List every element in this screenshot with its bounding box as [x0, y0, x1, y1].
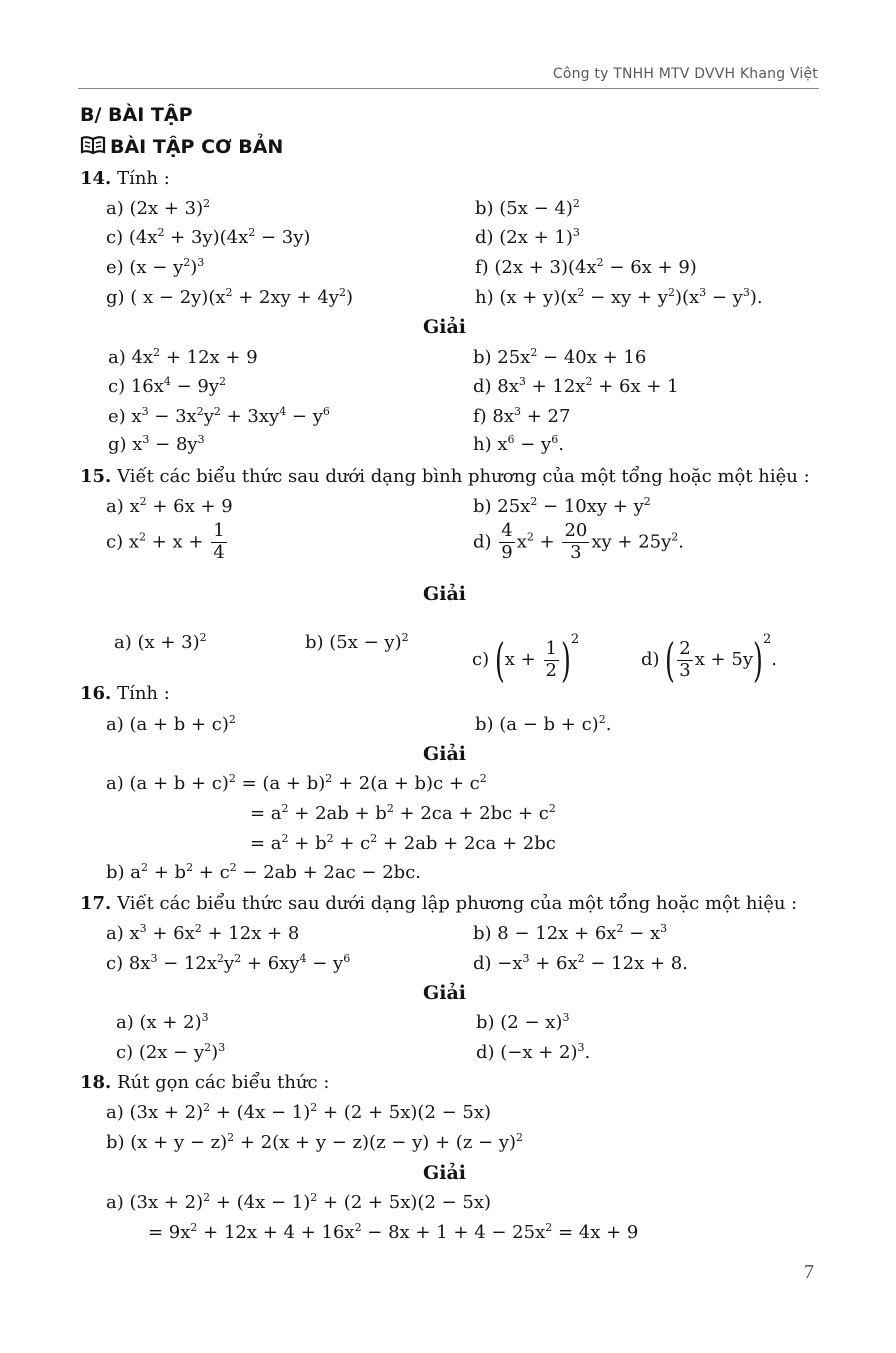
exponent: 2: [234, 952, 242, 965]
math-text: = (a + b): [235, 773, 326, 794]
math-text: 2: [545, 659, 557, 681]
math-text: + 6x + 9: [146, 496, 233, 517]
p15-item-c: [106, 522, 229, 563]
math-text: b) 8 − 12x + 6x: [473, 923, 617, 944]
math-text: 4: [501, 520, 513, 541]
exponent: 2: [186, 861, 194, 874]
problem-number: 14.: [80, 168, 112, 189]
exponent: 2: [310, 1191, 318, 1204]
math-text: c): [472, 649, 490, 670]
exponent: 2: [228, 772, 236, 785]
exponent: 3: [577, 1041, 585, 1054]
exponent: 2: [225, 286, 233, 299]
p14-item-f: [475, 257, 697, 278]
p15-item-a: [106, 496, 233, 517]
math-text: a) x: [106, 496, 140, 517]
math-text: b) a: [106, 862, 141, 883]
math-text: g) x: [108, 434, 143, 455]
math-text: + (4x − 1): [210, 1102, 311, 1123]
problem-14-heading: [80, 168, 170, 189]
p14-item-d: [475, 227, 580, 248]
math-text: .: [678, 531, 684, 553]
math-text: y: [224, 953, 235, 974]
math-text: c) x: [106, 531, 139, 553]
exponent: 3: [139, 922, 147, 935]
exponent: 3: [141, 405, 149, 418]
math-text: b) (5x − 4): [475, 198, 573, 219]
math-text: + 2ca + 2bc + c: [393, 803, 549, 824]
math-text: a) x: [106, 923, 140, 944]
math-text: = a: [250, 803, 282, 824]
fraction: [562, 522, 589, 563]
exponent: 2: [310, 1101, 318, 1114]
exponent: 2: [577, 286, 585, 299]
exponent: 2: [219, 375, 227, 388]
math-text: ): [211, 1042, 219, 1063]
exponent: 3: [197, 433, 205, 446]
p14-answer-d: [473, 376, 679, 397]
exponent: 2: [203, 1101, 211, 1114]
p14-answer-e: [108, 406, 330, 427]
exponent: 2: [548, 802, 556, 815]
math-text: + 12x + 4 + 16x: [197, 1222, 355, 1243]
math-text: + (2 + 5x)(2 − 5x): [317, 1192, 492, 1213]
math-text: a) (x + 2): [116, 1012, 202, 1033]
exponent: 4: [163, 375, 171, 388]
math-text: f) 8x: [473, 406, 515, 427]
math-text: − 8x + 1 + 4 − 25x: [361, 1222, 546, 1243]
header-rule: [78, 88, 819, 89]
math-text: − 2ab + 2ac − 2bc.: [236, 862, 421, 883]
exponent: 2: [479, 772, 487, 785]
math-text: a) (a + b + c): [106, 773, 229, 794]
math-text: − 40x + 16: [537, 347, 647, 368]
exponent: 2: [526, 530, 534, 544]
exponent: 3: [518, 375, 526, 388]
exponent: 2: [229, 861, 237, 874]
math-text: a) (x + 3): [114, 632, 200, 653]
exponent: 3: [562, 1011, 570, 1024]
exponent: 2: [667, 286, 675, 299]
exponent: 2: [183, 256, 191, 269]
math-text: ).: [749, 287, 763, 308]
p14-answer-b: [473, 347, 646, 368]
math-text: c) 16x: [108, 376, 164, 397]
problem-title: Tính :: [117, 683, 170, 704]
math-text: b) 25x: [473, 347, 531, 368]
exponent: 3: [572, 226, 580, 239]
math-text: .: [558, 434, 564, 455]
exponent: 6: [507, 433, 515, 446]
math-text: + (2 + 5x)(2 − 5x): [317, 1102, 492, 1123]
math-text: a) 4x: [108, 347, 154, 368]
exponent: 2: [248, 226, 256, 239]
problem-title: Tính :: [117, 168, 170, 189]
exponent: 2: [545, 1221, 553, 1234]
p14-answer-g: [108, 434, 205, 455]
exponent: 2: [141, 861, 148, 874]
problem-16-heading: [80, 683, 170, 704]
math-text: + 12x + 8: [201, 923, 300, 944]
math-text: h) (x + y)(x: [475, 287, 578, 308]
math-text: − y: [286, 406, 323, 427]
math-text: b) (x + y − z): [106, 1132, 228, 1153]
math-text: − y: [306, 953, 344, 974]
exponent: 2: [227, 1131, 235, 1144]
p16-item-b: [475, 714, 611, 735]
section-title: B/ BÀI TẬP: [80, 104, 193, 126]
math-text: .: [584, 1042, 591, 1063]
math-text: − xy + y: [584, 287, 668, 308]
math-text: b) 25x: [473, 496, 531, 517]
exponent: 3: [660, 922, 668, 935]
math-text: + 6x: [529, 953, 578, 974]
exponent: 2: [139, 495, 147, 508]
p14-item-c: [106, 227, 310, 248]
fraction: [544, 637, 559, 681]
math-text: 2: [762, 632, 772, 647]
exponent: 2: [138, 530, 146, 544]
math-text: + 6x + 1: [592, 376, 679, 397]
exponent: 2: [217, 952, 225, 965]
math-text: c) (4x: [106, 227, 158, 248]
exponent: 3: [514, 405, 522, 418]
p14-item-e: [106, 257, 204, 278]
exponent: 6: [322, 405, 330, 418]
math-text: + 2(x + y − z)(z − y) + (z − y): [234, 1132, 517, 1153]
math-text: )(x: [674, 287, 700, 308]
p17-item-c: [106, 953, 350, 974]
math-text: + 12x: [525, 376, 586, 397]
math-text: + 12x + 9: [160, 347, 258, 368]
math-text: xy + 25y: [591, 531, 672, 553]
p15-item-d: [473, 522, 684, 563]
math-text: − 12x: [157, 953, 218, 974]
math-text: .: [605, 714, 612, 735]
exponent: 3: [142, 433, 150, 446]
problem-number: 17.: [80, 893, 112, 914]
math-text: d) −x: [473, 953, 523, 974]
math-text: e) (x − y: [106, 257, 184, 278]
math-text: + 2xy + 4y: [232, 287, 339, 308]
math-text: 2: [570, 632, 580, 647]
p18-item-a: [106, 1102, 491, 1123]
exponent: 2: [194, 922, 202, 935]
exponent: 2: [643, 495, 651, 508]
p18-item-b: [106, 1132, 523, 1153]
problem-number: 15.: [80, 466, 112, 487]
math-text: − 3y): [255, 227, 311, 248]
math-text: b) (a − b + c): [475, 714, 599, 735]
exponent: 2: [577, 952, 585, 965]
exponent: 2: [190, 1221, 198, 1234]
exponent: 2: [572, 197, 580, 210]
math-text: 2: [679, 637, 691, 659]
math-text: = 4x + 9: [552, 1222, 639, 1243]
math-text: a) (3x + 2): [106, 1102, 204, 1123]
math-text: c) (2x − y: [116, 1042, 205, 1063]
exponent: 2: [153, 346, 161, 359]
math-text: − 10xy + y: [537, 496, 644, 517]
math-text: ): [190, 257, 198, 278]
fraction: [677, 637, 692, 681]
math-text: d) 8x: [473, 376, 519, 397]
exponent: 2: [338, 286, 346, 299]
exponent: 2: [281, 802, 289, 815]
p16-answer-b: [106, 862, 421, 883]
exponent: 2: [213, 405, 221, 418]
p14-answer-h: [473, 434, 564, 455]
math-text: + 6xy: [241, 953, 300, 974]
exponent: 6: [551, 433, 559, 446]
exponent: 2: [199, 631, 207, 644]
math-text: c) 8x: [106, 953, 151, 974]
math-text: + 6x: [146, 923, 195, 944]
math-text: + 3xy: [220, 406, 280, 427]
math-text: − 12x + 8.: [584, 953, 688, 974]
math-text: + 2ab + b: [288, 803, 387, 824]
exponent: 4: [299, 952, 307, 965]
math-text: .: [771, 649, 777, 670]
math-text: + 27: [521, 406, 571, 427]
math-text: x +: [504, 649, 536, 670]
p18-answer-a-line2: [148, 1222, 638, 1243]
math-text: b) (2 − x): [476, 1012, 563, 1033]
math-text: + c: [333, 833, 371, 854]
problem-number: 16.: [80, 683, 112, 704]
p16-item-a: [106, 714, 236, 735]
math-text: g) ( x − 2y)(x: [106, 287, 226, 308]
exponent: 2: [203, 197, 211, 210]
math-text: +: [533, 531, 555, 553]
exponent: 3: [197, 256, 205, 269]
exponent: 2: [204, 1041, 212, 1054]
math-text: 9: [501, 541, 513, 563]
math-text: d): [473, 531, 492, 553]
p17-solution-label: Giải: [423, 982, 466, 1004]
p14-item-a: [106, 198, 210, 219]
math-text: + b: [148, 862, 187, 883]
p15-answer-d: d) ( $\frac{2}{3}$ x + 5y)2.: [641, 610, 777, 690]
math-text: + 2(a + b)c + c: [332, 773, 480, 794]
p14-answer-f: [473, 406, 570, 427]
p17-item-d: [473, 953, 688, 974]
p18-solution-label: Giải: [423, 1162, 466, 1184]
math-text: + (4x − 1): [210, 1192, 311, 1213]
math-text: − 9y: [170, 376, 220, 397]
exponent: 2: [325, 772, 333, 785]
p14-solution-label: Giải: [423, 316, 466, 338]
problem-title: Rút gọn các biểu thức :: [117, 1072, 330, 1093]
math-text: − y: [514, 434, 552, 455]
exponent: 2: [203, 1191, 211, 1204]
problem-15-heading: [80, 466, 810, 487]
fraction: [499, 522, 514, 563]
exponent: 2: [157, 226, 165, 239]
exponent: 2: [326, 832, 334, 845]
math-text: − y: [706, 287, 743, 308]
math-text: b) (5x − y): [305, 632, 402, 653]
math-text: d): [641, 649, 660, 670]
problem-17-heading: [80, 893, 797, 914]
fraction: [211, 522, 226, 563]
p17-answer-c: [116, 1042, 225, 1063]
problem-number: 18.: [80, 1072, 112, 1093]
math-text: a) (2x + 3): [106, 198, 204, 219]
math-text: y: [203, 406, 214, 427]
p15-answer-b: [305, 632, 409, 653]
exponent: 3: [699, 286, 707, 299]
exponent: 2: [585, 375, 593, 388]
exponent: 2: [530, 346, 538, 359]
publisher-header: Công ty TNHH MTV DVVH Khang Việt: [552, 66, 818, 82]
p17-answer-b: [476, 1012, 569, 1033]
math-text: 3: [570, 541, 582, 563]
math-text: = a: [250, 833, 282, 854]
math-text: + b: [288, 833, 327, 854]
exponent: 3: [201, 1011, 209, 1024]
exponent: 2: [671, 530, 679, 544]
math-text: a) (3x + 2): [106, 1192, 204, 1213]
math-text: 1: [545, 637, 557, 659]
section-subtitle-text: BÀI TẬP CƠ BẢN: [110, 136, 284, 158]
problem-title: Viết các biểu thức sau dưới dạng bình phương của một tổng hoặc một hiệu :: [117, 466, 810, 487]
exponent: 2: [386, 802, 394, 815]
exponent: 2: [616, 922, 624, 935]
exponent: 2: [370, 832, 378, 845]
p14-item-b: [475, 198, 580, 219]
p15-item-b: [473, 496, 651, 517]
math-text: f) (2x + 3)(4x: [475, 257, 597, 278]
math-text: 1: [213, 520, 225, 541]
p16-answer-a-line2: [250, 803, 556, 824]
section-subtitle: [80, 135, 283, 160]
math-text: e) x: [108, 406, 142, 427]
p14-answer-c: [108, 376, 226, 397]
math-text: − x: [623, 923, 661, 944]
p17-answer-d: [476, 1042, 590, 1063]
p16-answer-a-line1: [106, 773, 487, 794]
p17-item-a: [106, 923, 299, 944]
exponent: 4: [279, 405, 287, 418]
exponent: 2: [196, 405, 204, 418]
problem-18-heading: [80, 1072, 329, 1093]
p15-answer-a: [114, 632, 207, 653]
math-text: + 2ab + 2ca + 2bc: [377, 833, 556, 854]
math-text: − 8y: [149, 434, 198, 455]
p15-solution-label: Giải: [423, 583, 466, 605]
p16-solution-label: Giải: [423, 743, 466, 765]
exponent: 2: [530, 495, 538, 508]
open-book-icon: [80, 135, 106, 160]
exponent: 3: [150, 952, 158, 965]
math-text: x: [516, 531, 527, 553]
math-text: + 3y)(4x: [164, 227, 249, 248]
exponent: 2: [281, 832, 289, 845]
math-text: d) (2x + 1): [475, 227, 573, 248]
p18-answer-a-line1: [106, 1192, 491, 1213]
math-text: h) x: [473, 434, 508, 455]
exponent: 6: [343, 952, 351, 965]
math-text: a) (a + b + c): [106, 714, 229, 735]
math-text: + c: [193, 862, 230, 883]
exponent: 3: [218, 1041, 226, 1054]
p14-item-g: [106, 287, 353, 308]
exponent: 3: [522, 952, 530, 965]
math-text: − 6x + 9): [603, 257, 697, 278]
exponent: 3: [742, 286, 750, 299]
math-text: x + 5y: [694, 649, 753, 670]
exponent: 2: [228, 713, 236, 726]
math-text: 20: [564, 520, 588, 541]
p17-answer-a: [116, 1012, 209, 1033]
problem-title: Viết các biểu thức sau dưới dạng lập phương của một tổng hoặc một hiệu :: [117, 893, 798, 914]
math-text: = 9x: [148, 1222, 191, 1243]
page-number: 7: [804, 1261, 814, 1283]
exponent: 2: [401, 631, 409, 644]
math-text: ): [345, 287, 353, 308]
p14-answer-a: [108, 347, 258, 368]
p16-answer-a-line3: [250, 833, 556, 854]
p14-item-h: [475, 287, 763, 308]
p15-answer-c: c) (x + $\frac{1}{2}$ )2: [472, 610, 579, 690]
math-text: d) (−x + 2): [476, 1042, 578, 1063]
math-text: 4: [213, 541, 225, 563]
math-text: 3: [679, 659, 691, 681]
exponent: 2: [598, 713, 606, 726]
exponent: 2: [516, 1131, 524, 1144]
exponent: 2: [596, 256, 604, 269]
math-text: − 3x: [148, 406, 197, 427]
p17-item-b: [473, 923, 667, 944]
exponent: 2: [354, 1221, 362, 1234]
math-text: + x +: [145, 531, 204, 553]
